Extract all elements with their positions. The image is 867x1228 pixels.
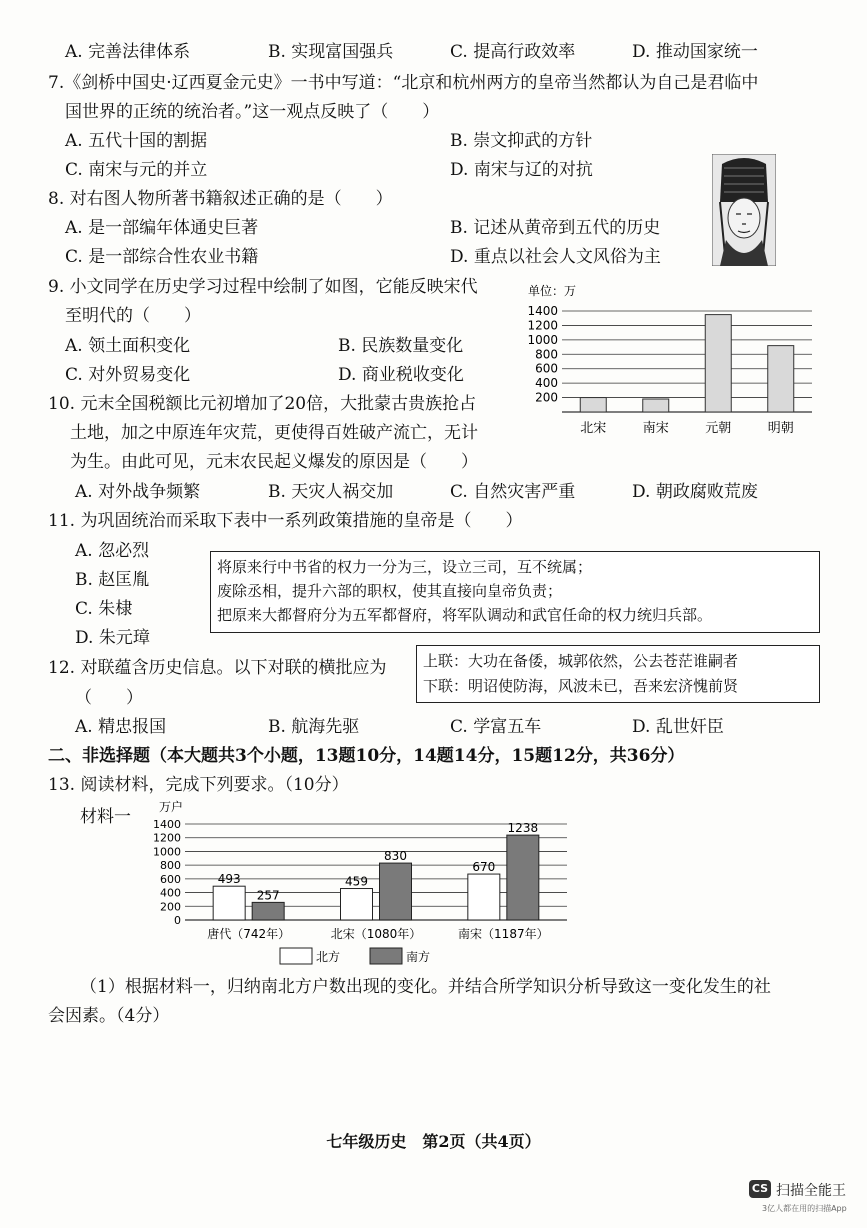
chart1-bar (705, 315, 731, 412)
chart2-y-tick: 1200 (153, 831, 181, 845)
chart2-x-label: 南宋（1187年） (458, 927, 549, 941)
q11-policy-3: 把原来大都督府分为五军都督府，将军队调动和武官任命的权力统归兵部。 (217, 606, 713, 624)
q9-option-c: C. 对外贸易变化 (65, 365, 191, 385)
q11-option-c: C. 朱棣 (75, 599, 133, 619)
q9-option-d: D. 商业税收变化 (338, 365, 464, 385)
chart2-bar-south (252, 902, 284, 920)
chart1-y-tick: 1200 (527, 318, 558, 333)
q6-option-b: B. 实现富国强兵 (268, 42, 394, 62)
chart2-data-label: 670 (472, 860, 496, 875)
q12-option-b: B. 航海先驱 (268, 717, 360, 737)
q12-couplet-box (416, 645, 820, 703)
q10-option-c: C. 自然灾害严重 (450, 482, 576, 502)
q10-stem-line2: 土地，加之中原连年灾荒，更使得百姓破产流亡，无计 (70, 423, 478, 443)
q10-stem-line1: 10. 元末全国税额比元初增加了20倍，大批蒙古贵族抢占 (48, 394, 477, 414)
q8-option-b: B. 记述从黄帝到五代的历史 (450, 218, 661, 238)
q11-option-b: B. 赵匡胤 (75, 570, 150, 590)
chart2-bar-south (507, 835, 539, 920)
q6-option-a: A. 完善法律体系 (65, 42, 191, 62)
q8-option-c: C. 是一部综合性农业书籍 (65, 247, 259, 267)
chart2-x-label: 北宋（1080年） (330, 927, 422, 941)
q10-option-a: A. 对外战争频繁 (75, 482, 201, 502)
q11-policy-box (210, 551, 820, 633)
chart1-y-tick: 600 (535, 361, 558, 376)
q13-sub1-line1: （1）根据材料一，归纳南北方户数出现的变化。并结合所学知识分析导致这一变化发生的社 (80, 977, 771, 997)
chart1-bar (580, 398, 606, 412)
q11-stem: 11. 为巩固统治而采取下表中一系列政策措施的皇帝是（ ） (48, 511, 523, 531)
q8-option-a: A. 是一部编年体通史巨著 (65, 218, 259, 238)
camscanner-logo: CS (749, 1180, 771, 1198)
chart2-legend-label: 南方 (406, 950, 431, 964)
q11-option-a: A. 忽必烈 (75, 541, 150, 561)
chart2-legend-swatch (370, 948, 402, 964)
q10-stem-line3: 为生。由此可见，元末农民起义爆发的原因是（ ） (70, 452, 478, 472)
q9-option-b: B. 民族数量变化 (338, 336, 464, 356)
chart2-bar-north (468, 874, 500, 920)
chart2-bar-south (380, 863, 412, 920)
q9-stem-line2: 至明代的（ ） (65, 306, 201, 326)
chart1-x-label: 元朝 (705, 421, 732, 436)
q12-stem-line2: （ ） (75, 688, 143, 708)
chart2-y-tick: 800 (160, 859, 181, 873)
q12-stem-line1: 12. 对联蕴含历史信息。以下对联的横批应为 (48, 658, 387, 678)
chart1-unit-label: 单位：万 (528, 284, 577, 298)
chart2-x-label: 唐代（742年） (207, 927, 291, 941)
chart2-y-tick: 200 (160, 900, 181, 914)
camscanner-tagline: 3亿人都在用的扫描App (762, 1204, 847, 1213)
chart2-data-label: 830 (384, 849, 407, 864)
q7-stem-line1: 7.《剑桥中国史·辽西夏金元史》一书中写道：“北京和杭州两方的皇帝当然都认为自己是君临中 (48, 73, 759, 93)
chart1-x-label: 明朝 (767, 421, 794, 436)
chart2-y-tick: 1000 (153, 845, 181, 859)
q7-stem-line2: 国世界的正统的统治者。”这一观点反映了（ ） (65, 102, 440, 122)
q13-stem: 13. 阅读材料，完成下列要求。（10分） (48, 775, 349, 795)
chart1-x-label: 北宋 (580, 421, 607, 436)
portrait-image (712, 154, 776, 266)
chart1-y-tick: 1400 (527, 304, 558, 318)
q11-policy-2: 废除丞相，提升六部的职权，使其直接向皇帝负责； (217, 582, 563, 600)
q9-option-a: A. 领土面积变化 (65, 336, 191, 356)
q13-households-chart (145, 798, 585, 970)
q11-option-d: D. 朱元璋 (75, 628, 150, 648)
q12-lower-couplet: 下联：明诏使防海，风波未已，吾来宏济愧前贤 (423, 677, 739, 695)
q9-stem-line1: 9. 小文同学在历史学习过程中绘制了如图，它能反映宋代 (48, 277, 478, 297)
chart2-legend-label: 北方 (316, 950, 341, 964)
camscanner-name: 扫描全能王 (776, 1183, 846, 1199)
q8-option-d: D. 重点以社会人文风俗为主 (450, 247, 661, 267)
chart2-bar-north (341, 889, 373, 920)
q7-option-c: C. 南宋与元的并立 (65, 160, 208, 180)
q7-option-a: A. 五代十国的割据 (65, 131, 208, 151)
q11-policy-1: 将原来行中书省的权力一分为三，设立三司，互不统属； (217, 558, 593, 576)
chart1-bar (643, 399, 669, 412)
chart1-y-tick: 800 (535, 347, 558, 362)
chart2-y-tick: 0 (174, 914, 181, 927)
q12-upper-couplet: 上联：大功在备倭，城郭依然，公去苍茫谁嗣者 (423, 652, 739, 670)
section2-heading: 二、非选择题（本大题共3个小题，13题10分，14题14分，15题12分，共36分） (48, 746, 685, 766)
q6-option-c: C. 提高行政效率 (450, 42, 576, 62)
chart2-data-label: 257 (256, 888, 280, 903)
q10-option-b: B. 天灾人祸交加 (268, 482, 394, 502)
chart1-y-tick: 400 (535, 376, 558, 391)
q12-option-d: D. 乱世奸臣 (632, 717, 724, 737)
q13-sub1-line2: 会因素。（4分） (48, 1006, 170, 1026)
chart1-y-tick: 1000 (527, 332, 558, 347)
chart2-y-tick: 400 (160, 886, 181, 900)
chart1-bar (768, 346, 794, 412)
chart2-data-label: 493 (217, 872, 241, 887)
page-footer: 七年级历史 第2页（共4页） (326, 1132, 541, 1151)
chart2-unit-label: 万户 (159, 800, 184, 814)
q13-material-label: 材料一 (80, 807, 131, 827)
q10-option-d: D. 朝政腐败荒废 (632, 482, 758, 502)
q12-option-a: A. 精忠报国 (75, 717, 167, 737)
chart1-x-label: 南宋 (642, 421, 669, 436)
q7-option-b: B. 崇文抑武的方针 (450, 131, 593, 151)
q8-stem: 8. 对右图人物所著书籍叙述正确的是（ ） (48, 189, 393, 209)
q9-bar-chart (520, 280, 820, 440)
chart2-data-label: 459 (345, 874, 368, 889)
chart1-y-tick: 200 (535, 390, 558, 405)
chart2-y-tick: 1400 (153, 818, 181, 831)
q12-option-c: C. 学富五车 (450, 717, 542, 737)
chart2-bar-north (213, 886, 245, 920)
chart2-data-label: 1238 (507, 821, 539, 836)
chart2-y-tick: 600 (160, 872, 181, 886)
chart2-legend-swatch (280, 948, 312, 964)
q6-option-d: D. 推动国家统一 (632, 42, 758, 62)
q7-option-d: D. 南宋与辽的对抗 (450, 160, 593, 180)
